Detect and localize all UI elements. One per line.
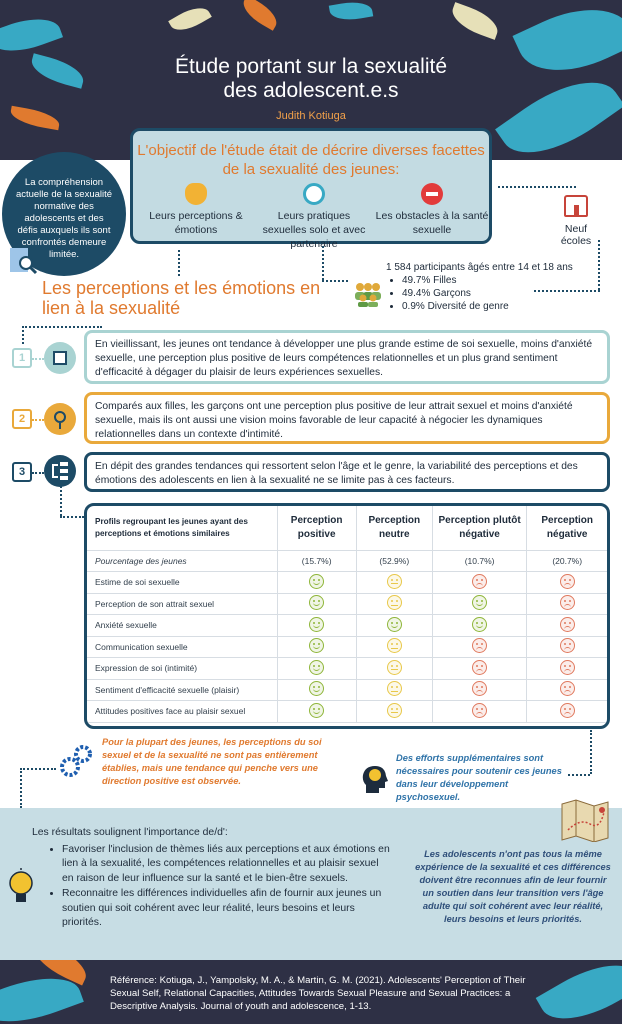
sad-face-icon [472,574,487,589]
table-row [87,679,607,701]
context-circle: La compréhension actuelle de la sexualité normative des adolescents et des défis auxquels ils sont confrontés demeure limitée. [2,152,126,276]
participant-stat: • 0.9% Diversité de genre [402,300,573,313]
callout-orange: Pour la plupart des jeunes, les perceptions du soi sexuel et de la sexualité ne sont pas entièrement établies, mais une tendance qui penche vers une direction positive est observée. [102,737,322,786]
face-cell [432,615,527,637]
finding-box-1: En vieillissant, les jeunes ont tendance à développer une plus grande estime de soi sexuelle, moins d'anxiété sexuelle, une perception plus positive de leurs compétences relationnelles et un plus grand sentiment d'efficacité à dégager du plaisir de leurs expériences sexuelles. [84,330,610,384]
face-cell [277,615,356,637]
face-cell [527,636,607,658]
face-cell [277,572,356,594]
happy-face-icon [309,574,324,589]
participant-stat: • 49.7% Filles [402,274,573,287]
happy-face-icon [472,595,487,610]
leaf-decoration [238,0,282,31]
page-title: Étude portant sur la sexualité des adolescent.e.s [175,55,447,102]
sad-face-icon [560,617,575,632]
schools-info: Neuf écoles [553,195,599,247]
connector-line [598,240,600,290]
neutral-face-icon [387,595,402,610]
face-cell [356,572,432,594]
happy-face-icon [387,617,402,632]
leaf-decoration [168,1,212,37]
face-cell [527,572,607,594]
table-row [87,572,607,594]
happy-face-icon [309,703,324,718]
result-item: • Reconnaitre les différences individuelles afin de fournir aux jeunes un soutien qui soit cohérent avec leur réalité, leurs besoins et leurs priorités. [62,887,392,931]
percent-value: (20.7%) [527,550,607,572]
face-cell [527,679,607,701]
sad-face-icon [472,681,487,696]
connector-line [60,516,84,518]
column-header: Perception négative [527,506,607,550]
sad-face-icon [472,703,487,718]
sad-face-icon [560,574,575,589]
finding-number: 1 [12,348,32,368]
gender-symbol-icon [44,403,76,435]
face-cell [432,658,527,680]
happy-face-icon [309,595,324,610]
participant-stat: • 49.4% Garçons [402,287,573,300]
connector-line [60,486,62,516]
face-cell [527,658,607,680]
percent-value: (10.7%) [432,550,527,572]
face-cell [432,679,527,701]
happy-face-icon [309,660,324,675]
table-row [87,550,607,572]
reference-text: Référence: Kotiuga, J., Yampolsky, M. A., & Martin, G. M. (2021). Adolescents' Perception of Their Sexual Self, Relational Capacities, Attitudes Towards Sexual Pleasure and Sexual Practices: a Descriptive Analysis. Journal of youth and adolescence, 1-13. [110,975,526,1012]
sad-face-icon [472,660,487,675]
face-cell [432,572,527,594]
connector-line [568,774,590,776]
leaf-decoration [0,9,63,61]
people-group-icon [353,281,383,307]
row-label: Estime de soi sexuelle [87,572,277,594]
row-label: Anxiété sexuelle [87,615,277,637]
objective-box [130,128,492,250]
table-row [87,658,607,680]
profiles-table [84,503,610,729]
neutral-face-icon [387,703,402,718]
leaf-decoration [536,960,622,1024]
leaf-decoration [329,0,373,24]
face-cell [356,679,432,701]
face-cell [356,636,432,658]
callout-blue: Des efforts supplémentaires sont nécessaires pour soutenir ces jeunes dans leur développement psychosexuel. [396,753,562,802]
neutral-face-icon [387,638,402,653]
finding-number: 3 [12,462,32,482]
map-icon [560,798,610,842]
participants-summary: 1 584 participants âgés entre 14 et 18 ans [386,262,573,273]
face-cell [527,593,607,615]
finding-number: 2 [12,409,32,429]
connector-line [590,730,592,774]
connector-line [20,768,56,770]
connector-line [22,326,24,344]
connector-line [32,419,44,421]
face-cell [432,701,527,723]
row-label: Perception de son attrait sexuel [87,593,277,615]
author-name: Judith Kotiuga [276,110,346,122]
connector-line [498,186,576,188]
column-header: Perception positive [277,506,356,550]
connector-line [32,358,44,360]
percent-label: Pourcentage des jeunes [87,550,277,572]
connector-line [322,246,324,280]
neutral-face-icon [387,681,402,696]
face-cell [277,636,356,658]
sad-face-icon [560,638,575,653]
connector-line [178,250,180,276]
facet-perceptions: Leurs perceptions & émotions [137,183,255,237]
row-label: Sentiment d'efficacité sexuelle (plaisir) [87,679,277,701]
happy-face-icon [472,617,487,632]
school-icon [564,195,588,217]
facet-practices: Leurs pratiques sexuelles solo et avec partenaire [255,183,373,251]
facet-obstacles: Les obstacles à la santé sexuelle [373,183,491,237]
happy-face-icon [309,638,324,653]
face-cell [432,593,527,615]
leaf-decoration [448,2,503,40]
sad-face-icon [472,638,487,653]
gender-symbol-icon [303,183,325,205]
participants-info [386,261,573,313]
hierarchy-icon [44,455,76,487]
stop-sign-icon [421,183,443,205]
neutral-face-icon [387,574,402,589]
sad-face-icon [560,681,575,696]
sad-face-icon [560,595,575,610]
section-title: Les perceptions et les émotions en lien à la sexualité [42,278,321,318]
face-cell [277,658,356,680]
face-cell [277,593,356,615]
result-item: • Favoriser l'inclusion de thèmes liés aux perceptions et aux émotions en lien à la sexualité, les compétences relationnelles et au plaisir sexuel en raison de leur influence sur la santé et le bien-être sexuels. [62,843,392,887]
table-row [87,593,607,615]
sad-face-icon [560,660,575,675]
calendar-icon [44,342,76,374]
face-cell [356,593,432,615]
finding-box-2: Comparés aux filles, les garçons ont une perception plus positive de leur attrait sexuel et moins d'anxiété sexuelle, mais ils ont aussi une vision moins favorable de leur capacité à négocier les dynamiques relationnelles dans un contexte d'intimité. [84,392,610,444]
results-section [32,826,392,932]
results-intro: Les résultats soulignent l'importance de/d': [32,827,228,838]
face-cell [277,701,356,723]
percent-value: (15.7%) [277,550,356,572]
percent-value: (52.9%) [356,550,432,572]
face-cell [527,615,607,637]
table-row-header: Profils regroupant les jeunes ayant des perceptions et émotions similaires [87,506,277,550]
face-cell [527,701,607,723]
conclusion-text: Les adolescents n'ont pas tous la même expérience de la sexualité et ces différences doivent être reconnues afin de leur fournir un soutien dans leur transition vers l'âge adulte qui soit cohérent avec leur réalité, leurs besoins et leurs priorités. [415,849,611,924]
table-row [87,701,607,723]
table-row [87,615,607,637]
row-label: Attitudes positives face au plaisir sexuel [87,701,277,723]
connector-line [32,472,44,474]
objective-title: L'objectif de l'étude était de décrire diverses facettes de la sexualité des jeunes: [137,142,485,178]
column-header: Perception neutre [356,506,432,550]
head-lightbulb-icon [360,763,390,797]
face-cell [277,679,356,701]
face-cell [432,636,527,658]
connector-line [22,326,102,328]
connector-line [20,768,22,808]
gears-icon [58,744,94,778]
theater-masks-icon [185,183,207,205]
face-cell [356,701,432,723]
happy-face-icon [309,617,324,632]
face-cell [356,658,432,680]
row-label: Expression de soi (intimité) [87,658,277,680]
column-header: Perception plutôt négative [432,506,527,550]
finding-box-3: En dépit des grandes tendances qui ressortent selon l'âge et le genre, la variabilité des perceptions et des émotions des adolescents en lien à la sexualité ne se limite pas à ces facteurs. [84,452,610,492]
face-cell [356,615,432,637]
neutral-face-icon [387,660,402,675]
magnifier-icon [8,246,38,276]
happy-face-icon [309,681,324,696]
table-row [87,636,607,658]
row-label: Communication sexuelle [87,636,277,658]
sad-face-icon [560,703,575,718]
